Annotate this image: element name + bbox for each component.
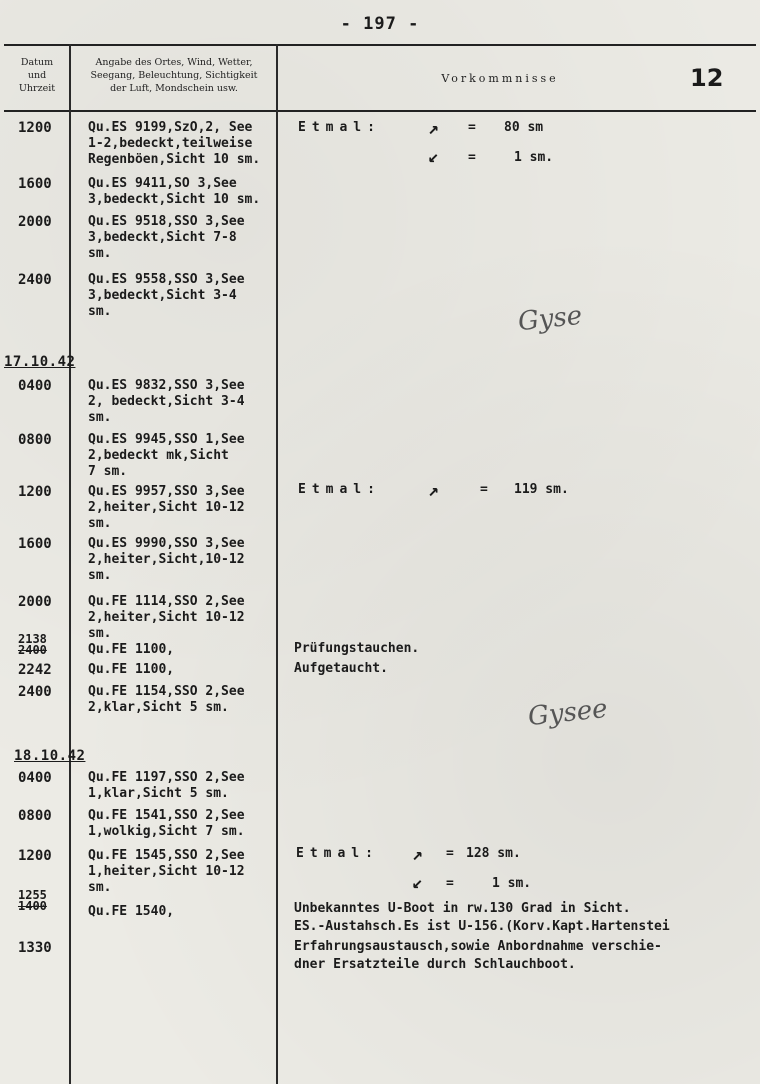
entry-location: Qu.FE 1540, (88, 904, 175, 919)
top-rule (4, 44, 756, 46)
date-heading: 18.10.42 (14, 748, 86, 764)
entry-time: 2400 (18, 684, 52, 700)
entry-location: Qu.FE 1100, (88, 642, 175, 657)
etmal-label: Etmal: (298, 120, 381, 135)
etmal-label: Etmal: (298, 482, 381, 497)
etmal-block-2 (298, 482, 748, 502)
equals-sign: = (446, 846, 454, 861)
etmal-value: 1 sm. (492, 876, 532, 891)
etmal-value: 119 sm. (514, 482, 569, 497)
entry-location: Qu.ES 9558,SSO 3,See 3,bedeckt,Sicht 3-4 sm. (88, 272, 245, 319)
header-rule (4, 110, 756, 112)
page-number: - 197 - (340, 14, 420, 34)
etmal-value: 1 sm. (514, 150, 554, 165)
signature-icon: Gysee (526, 693, 609, 733)
equals-sign: = (468, 150, 476, 165)
arrow-down-icon: ↙ (428, 146, 439, 167)
entry-time: 2400 (18, 272, 52, 288)
entry-time: 1200 (18, 120, 52, 136)
event-text: Erfahrungsaustausch,sowie Anbordnahme verschie- dner Ersatzteile durch Schlauchboot. (294, 939, 662, 972)
arrow-up-icon: ↗ (428, 118, 439, 139)
etmal-value: 128 sm. (466, 846, 521, 861)
arrow-up-icon: ↗ (428, 480, 439, 501)
entry-location: Qu.FE 1114,SSO 2,See 2,heiter,Sicht 10-12 sm. (88, 594, 245, 641)
event-text: Aufgetaucht. (294, 661, 388, 676)
entry-time-corrected (18, 890, 66, 912)
etmal-label: Etmal: (296, 846, 379, 861)
entry-time: 2242 (18, 662, 52, 678)
entry-time: 1600 (18, 536, 52, 552)
column-divider-1 (69, 44, 71, 1084)
arrow-down-icon: ↙ (412, 872, 423, 893)
entry-time: 1600 (18, 176, 52, 192)
etmal-block-1 (298, 118, 748, 167)
entry-location: Qu.FE 1154,SSO 2,See 2,klar,Sicht 5 sm. (88, 684, 245, 715)
entry-location: Qu.ES 9832,SSO 3,See 2, bedeckt,Sicht 3-4 sm. (88, 378, 245, 425)
entry-location: Qu.FE 1545,SSO 2,See 1,heiter,Sicht 10-12 sm. (88, 848, 245, 895)
entry-location: Qu.ES 9411,SO 3,See 3,bedeckt,Sicht 10 sm. (88, 176, 261, 207)
entry-time: 1330 (18, 940, 52, 956)
entry-location: Qu.ES 9518,SSO 3,See 3,bedeckt,Sicht 7-8 sm. (88, 214, 245, 261)
event-text: Unbekanntes U-Boot in rw.130 Grad in Sicht. ES.-Austahsch.Es ist U-156.(Korv.Kapt.Hartenstei (294, 901, 670, 934)
entry-time: 1255 (18, 888, 47, 902)
date-heading: 17.10.42 (4, 354, 76, 370)
entry-time: 1200 (18, 848, 52, 864)
equals-sign: = (480, 482, 488, 497)
entry-time: 0800 (18, 808, 52, 824)
etmal-value: 80 sm (504, 120, 544, 135)
etmal-block-3 (296, 844, 746, 893)
equals-sign: = (446, 876, 454, 891)
header-date-time: Datum und Uhrzeit (18, 57, 56, 94)
header-location-weather: Angabe des Ortes, Wind, Wetter, Seegang, Beleuchtung, Sichtigkeit der Luft, Mondschein usw. (90, 57, 258, 94)
entry-time-struck: 2400 (18, 643, 47, 657)
entry-time: 1200 (18, 484, 52, 500)
entry-time-corrected (18, 634, 66, 656)
entry-time: 0800 (18, 432, 52, 448)
entry-time: 2000 (18, 214, 52, 230)
entry-location: Qu.FE 1100, (88, 662, 175, 677)
entry-location: Qu.ES 9945,SSO 1,See 2,bedeckt mk,Sicht 7 sm. (88, 432, 245, 479)
arrow-up-icon: ↗ (412, 844, 423, 865)
entry-location: Qu.ES 9199,SzO,2, See 1-2,bedeckt,teilweise Regenböen,Sicht 10 sm. (88, 120, 261, 167)
entry-location: Qu.ES 9957,SSO 3,See 2,heiter,Sicht 10-12 sm. (88, 484, 245, 531)
header-events: Vorkommnisse (441, 72, 559, 85)
signature-icon: Gyse (516, 300, 584, 338)
sheet-number: 12 (690, 64, 724, 92)
entry-location: Qu.ES 9990,SSO 3,See 2,heiter,Sicht,10-12 sm. (88, 536, 245, 583)
equals-sign: = (468, 120, 476, 135)
entry-location: Qu.FE 1197,SSO 2,See 1,klar,Sicht 5 sm. (88, 770, 245, 801)
entry-time: 0400 (18, 378, 52, 394)
entry-location: Qu.FE 1541,SSO 2,See 1,wolkig,Sicht 7 sm. (88, 808, 245, 839)
entry-time: 2000 (18, 594, 52, 610)
entry-time-struck: 1400 (18, 899, 47, 913)
entry-time: 2138 (18, 632, 47, 646)
entry-time: 0400 (18, 770, 52, 786)
event-text: Prüfungstauchen. (294, 641, 420, 656)
